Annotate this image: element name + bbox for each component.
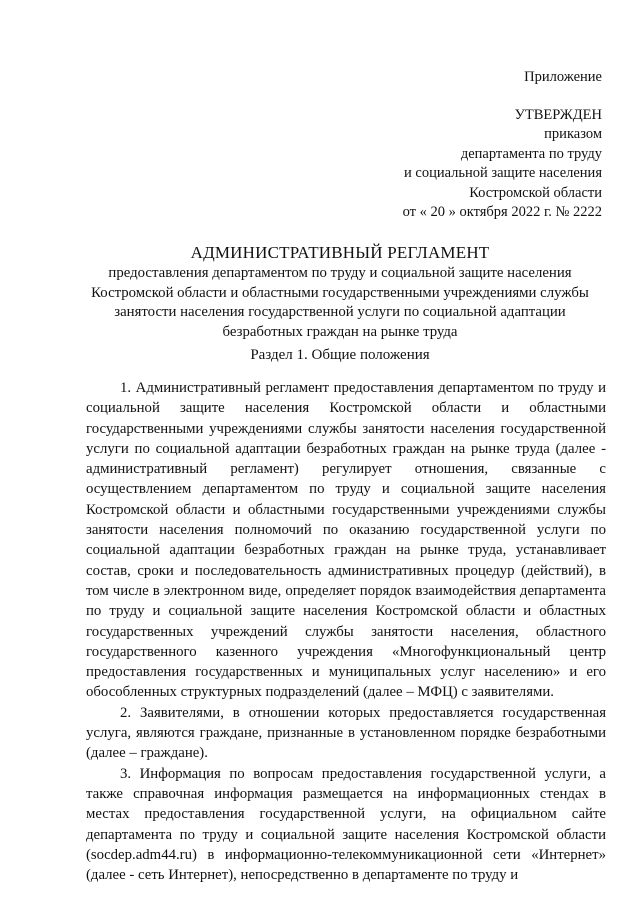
order-line-3: и социальной защите населения <box>404 165 602 181</box>
paragraph-1: 1. Административный регламент предоставления департаментом по труду и социальной защите населения Костромской области и областными государственными учреждениями службы занятости населения государственной услуги по социальной адаптации безработных граждан на рынке труда (далее - административный регламент) регулирует отношения, связанные с осуществлением департаментом по труду и социальной защите населения Костромской области и областными государственными учреждениями службы занятости населения полномочий по оказанию государственной услуги по социальной адаптации безработных граждан на рынке труда, устанавливает состав, сроки и последовательность административных процедур (действий), в том числе в электронном виде, определяет порядок взаимодействия департамента по труду и социальной защите населения Костромской области и областных государственных учреждений службы занятости населения, областного государственного казенного учреждения «Многофункциональный центр предоставления государственных и муниципальных услуг населению» и его обособленных структурных подразделений (далее – МФЦ) с заявителями. <box>86 380 606 701</box>
document-subtitle-line-4: безработных граждан на рынке труда <box>222 323 458 340</box>
title-block <box>70 242 610 342</box>
order-date: от « 20 » октября 2022 г. № 2222 <box>402 204 602 220</box>
order-line-4: Костромской области <box>469 184 602 201</box>
paragraph-2: 2. Заявителями, в отношении которых предоставляется государственная услуга, являются граждане, признанные в установленном порядке безработными (далее – граждане). <box>86 704 606 762</box>
approval-block <box>403 68 602 223</box>
document-subtitle-line-1: предоставления департаментом по труду и социальной защите населения <box>108 265 572 281</box>
order-line-2: департамента по труду <box>460 145 602 162</box>
paragraph-3: 3. Информация по вопросам предоставления государственной услуги, а также справочная информация размещается на информационных стендах в местах предоставления государственной услуги, на официальном сайте департамента по труду и социальной защите населения Костромской области (socdep.adm44.ru) в информационно-телекоммуникационной сети «Интернет» (далее - сеть Интернет), непосредственно в департаменте по труду и <box>86 765 606 884</box>
section-heading: Раздел 1. Общие положения <box>250 347 430 363</box>
body-text <box>86 378 606 885</box>
document-subtitle-line-2: Костромской области и областными государственными учреждениями службы <box>91 284 589 301</box>
document-title: АДМИНИСТРАТИВНЫЙ РЕГЛАМЕНТ <box>190 243 490 262</box>
approved-label: УТВЕРЖДЕН <box>514 106 602 123</box>
order-line-1: приказом <box>544 126 602 142</box>
appendix-label: Приложение <box>524 69 602 85</box>
document-subtitle-line-3: занятости населения государственной услуги по социальной адаптации <box>114 304 566 320</box>
